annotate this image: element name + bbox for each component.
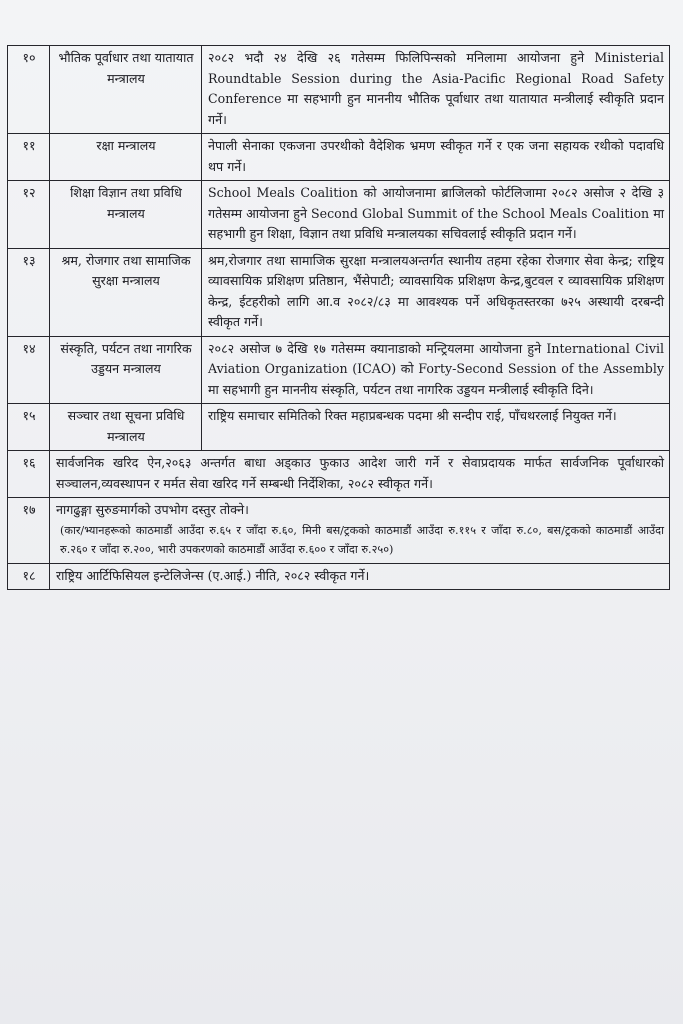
row-number: १४: [8, 336, 50, 404]
decision-text: नेपाली सेनाका एकजना उपरथीको वैदेशिक भ्रमण स्वीकृत गर्ने र एक जना सहायक रथीको पदावधि थप गर्ने।: [202, 134, 670, 181]
decision-text: सार्वजनिक खरिद ऐन,२०६३ अन्तर्गत बाधा अड्काउ फुकाउ आदेश जारी गर्ने र सेवाप्रदायक मार्फत सार्वजनिक पूर्वाधारको सञ्चालन,व्यवस्थापन र मर्मत सेवा खरिद गर्ने सम्बन्धी निर्देशिका, २०८२ स्वीकृत गर्ने।: [56, 455, 664, 491]
ministry-name: शिक्षा विज्ञान तथा प्रविधि मन्त्रालय: [50, 181, 202, 249]
row-number: १६: [8, 451, 50, 498]
table-row: [8, 404, 670, 451]
table-row: [8, 181, 670, 249]
decision-cell: [50, 563, 670, 590]
ministry-name: भौतिक पूर्वाधार तथा यातायात मन्त्रालय: [50, 46, 202, 134]
row-number: १७: [8, 498, 50, 564]
row-number: १२: [8, 181, 50, 249]
row-number: १८: [8, 563, 50, 590]
row-number: १०: [8, 46, 50, 134]
ministry-name: रक्षा मन्त्रालय: [50, 134, 202, 181]
ministry-name: सञ्चार तथा सूचना प्रविधि मन्त्रालय: [50, 404, 202, 451]
table-row: [8, 46, 670, 134]
row-number: ११: [8, 134, 50, 181]
row-number: १५: [8, 404, 50, 451]
decision-text: २०८२ असोज ७ देखि १७ गतेसम्म क्यानाडाको मन्ट्रियलमा आयोजना हुने International Civil Aviation Organization (ICAO) को Forty-Second Session of the Assembly मा सहभागी हुन माननीय संस्कृति, पर्यटन तथा नागरिक उड्डयन मन्त्रीलाई स्वीकृति दिने।: [202, 336, 670, 404]
table-row: [8, 336, 670, 404]
table-row: [8, 134, 670, 181]
table-row: [8, 498, 670, 564]
decision-text: २०८२ भदौ २४ देखि २६ गतेसम्म फिलिपिन्सको मनिलामा आयोजना हुने Ministerial Roundtable Session during the Asia-Pacific Regional Road Safety Conference मा सहभागी हुन माननीय भौतिक पूर्वाधार तथा यातायात मन्त्रीलाई स्वीकृति प्रदान गर्ने।: [202, 46, 670, 134]
ministry-name: संस्कृति, पर्यटन तथा नागरिक उड्डयन मन्त्रालय: [50, 336, 202, 404]
decision-cell: [50, 498, 670, 564]
decision-cell: [50, 451, 670, 498]
cabinet-decisions-table: [7, 45, 670, 590]
decision-text: श्रम,रोजगार तथा सामाजिक सुरक्षा मन्त्रालयअन्तर्गत स्थानीय तहमा रहेका रोजगार सेवा केन्द्र; राष्ट्रिय व्यावसायिक प्रशिक्षण प्रतिष्ठान, भैंसेपाटी; व्यावसायिक प्रशिक्षण केन्द्र,बुटवल र व्यावसायिक प्रशिक्षण केन्द्र, ईटहरीको लागि आ.व २०८२/८३ मा आवश्यक पर्ने अधिकृतस्तरका ७२५ अस्थायी दरबन्दी स्वीकृत गर्ने।: [202, 248, 670, 336]
row-number: १३: [8, 248, 50, 336]
table-row: [8, 563, 670, 590]
table-row: [8, 248, 670, 336]
fee-note: (कार/भ्यानहरूको काठमाडौं आउँदा रु.६५ र जाँदा रु.६०, मिनी बस/ट्रकको काठमाडौं आउँदा रु.११५ र जाँदा रु.८०, बस/ट्रकको काठमाडौं आउँदा रु.२६० र जाँदा रु.२००, भारी उपकरणको काठमाडौं आउँदा रु.६०० र जाँदा रु.२५०): [60, 523, 664, 556]
table-row: [8, 451, 670, 498]
ministry-name: श्रम, रोजगार तथा सामाजिक सुरक्षा मन्त्रालय: [50, 248, 202, 336]
decision-text: राष्ट्रिय आर्टिफिसियल इन्टेलिजेन्स (ए.आई.) नीति, २०८२ स्वीकृत गर्ने।: [56, 567, 370, 583]
decision-text: राष्ट्रिय समाचार समितिको रिक्त महाप्रबन्धक पदमा श्री सन्दीप राई, पाँचथरलाई नियुक्त गर्ने।: [202, 404, 670, 451]
decision-text: School Meals Coalition को आयोजनामा ब्राजिलको फोर्टलिजामा २०८२ असोज २ देखि ३ गतेसम्म आयोजना हुने Second Global Summit of the School Meals Coalition मा सहभागी हुन शिक्षा, विज्ञान तथा प्रविधि मन्त्रालयका सचिवलाई स्वीकृति प्रदान गर्ने।: [202, 181, 670, 249]
decision-text: नागढुङ्गा सुरुङमार्गको उपभोग दस्तुर तोक्ने।: [56, 502, 249, 517]
